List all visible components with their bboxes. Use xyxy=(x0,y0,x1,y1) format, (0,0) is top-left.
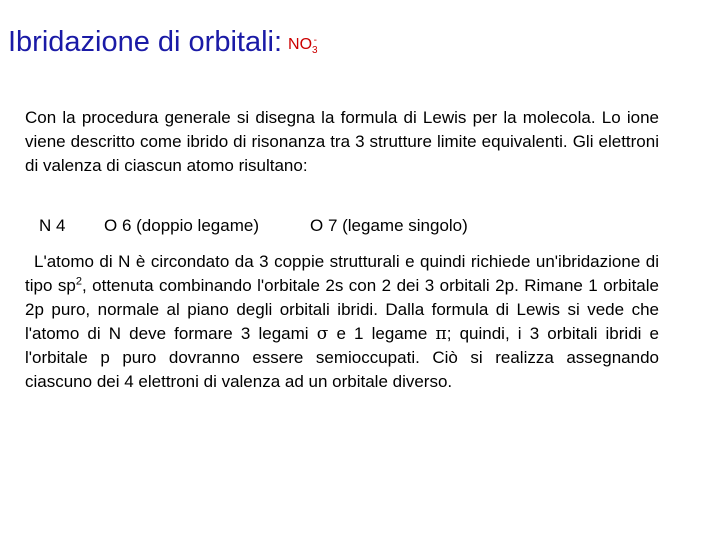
valence-o-single: O 7 (legame singolo) xyxy=(310,216,468,235)
slide-title xyxy=(8,24,321,71)
formula-base: NO xyxy=(288,36,313,53)
nitrate-formula xyxy=(288,34,321,57)
valence-o-double: O 6 (doppio legame) xyxy=(104,216,259,235)
body-part-3: e 1 legame xyxy=(328,324,436,343)
formula-subscript: 3 xyxy=(312,45,318,57)
pi-symbol: π xyxy=(435,324,447,344)
body-part-1: L'atomo di N è circondato da 3 coppie strutturali e quindi richiede un'ibridazione di tipo sp xyxy=(25,252,659,295)
body-part-4: ; quindi, i 3 orbitali ibridi e l'orbitale p puro dovranno essere semioccupati. Ciò si realizza assegnando ciascuno dei 4 elettroni di valenza ad un orbitale diverso. xyxy=(25,324,660,391)
formula-charge: - xyxy=(313,34,317,46)
hybridization-paragraph xyxy=(25,250,659,394)
sp-exponent: 2 xyxy=(75,275,82,288)
valence-n: N 4 xyxy=(39,216,66,235)
title-text: Ibridazione di orbitali: xyxy=(8,26,283,58)
sigma-symbol: σ xyxy=(316,324,329,344)
body-part-2: , ottenuta combinando l'orbitale 2s con 2 dei 3 orbitali 2p. Rimane 1 orbitale 2p puro, normale al piano degli orbitali ibridi. Dalla formula di Lewis si vede che l'atomo di N deve formare 3 legami xyxy=(25,276,659,343)
intro-paragraph: Con la procedura generale si disegna la formula di Lewis per la molecola. Lo ione viene descritto come ibrido di risonanza tra 3 strutture limite equivalenti. Gli elettroni di valenza di ciascun atomo risultano: xyxy=(25,108,659,175)
